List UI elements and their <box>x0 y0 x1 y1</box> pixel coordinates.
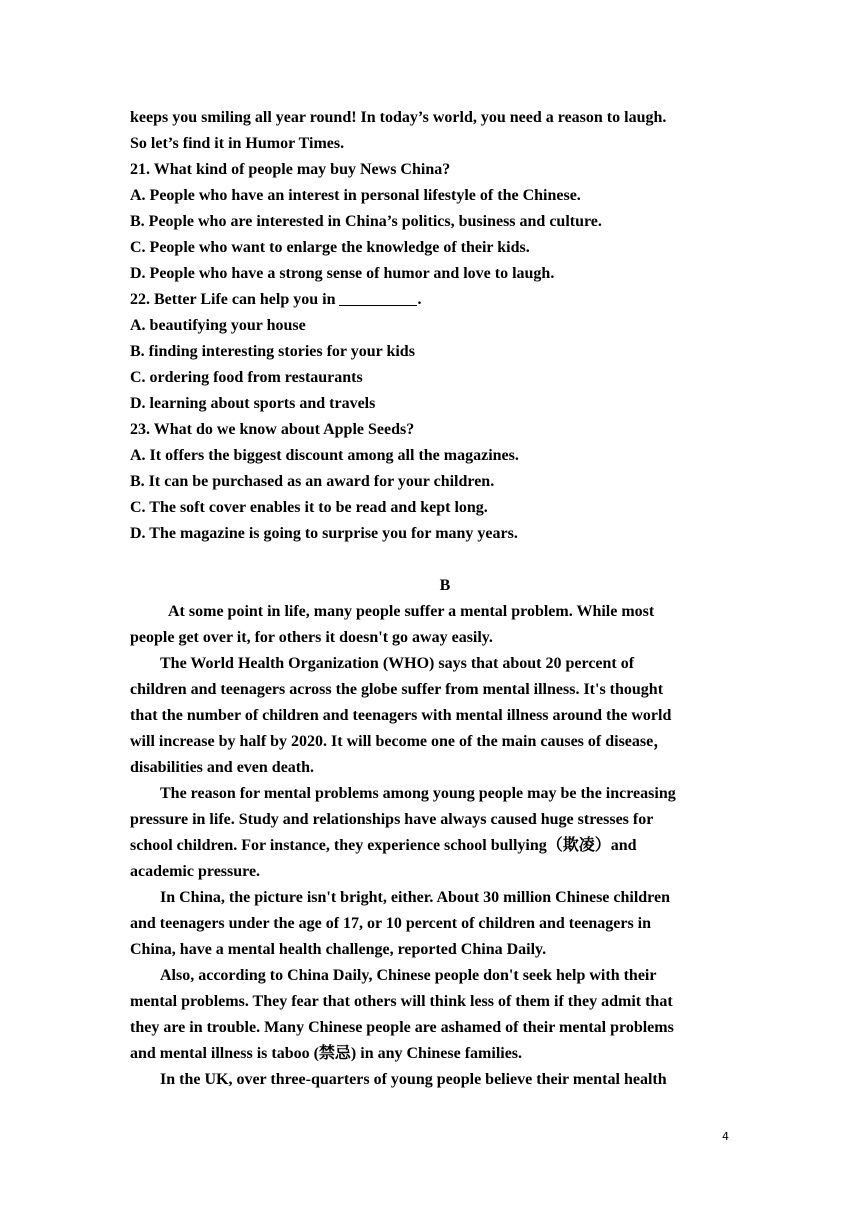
passage-b-line: school children. For instance, they experience school bullying（欺凌）and <box>130 837 637 854</box>
q21-option-c: C. People who want to enlarge the knowledge of their kids. <box>130 239 530 256</box>
question-23: 23. What do we know about Apple Seeds? <box>130 421 415 438</box>
passage-b-line: children and teenagers across the globe suffer from mental illness. It's thought <box>130 681 664 698</box>
passage-b-line: The World Health Organization (WHO) says that about 20 percent of <box>160 655 635 672</box>
q22-option-b: B. finding interesting stories for your kids <box>130 343 415 360</box>
passage-b-line: Also, according to China Daily, Chinese people don't seek help with their <box>160 967 657 984</box>
q23-option-d: D. The magazine is going to surprise you for many years. <box>130 525 518 542</box>
q22-option-d: D. learning about sports and travels <box>130 395 376 412</box>
passage-b-line: and mental illness is taboo (禁忌) in any Chinese families. <box>130 1045 523 1062</box>
passage-b-line: will increase by half by 2020. It will become one of the main causes of disease， <box>130 733 670 750</box>
passage-b-line: that the number of children and teenagers with mental illness around the world <box>130 707 672 724</box>
q21-option-d: D. People who have a strong sense of humor and love to laugh. <box>130 265 555 282</box>
passage-b-line: they are in trouble. Many Chinese people are ashamed of their mental problems <box>130 1019 674 1036</box>
q21-option-a: A. People who have an interest in personal lifestyle of the Chinese. <box>130 187 581 204</box>
question-22-text: 22. Better Life can help you in <box>130 291 340 308</box>
passage-b-line: mental problems. They fear that others will think less of them if they admit that <box>130 993 673 1010</box>
passage-b-line: In the UK, over three-quarters of young people believe their mental health <box>160 1071 667 1088</box>
passage-b-line: In China, the picture isn't bright, either. About 30 million Chinese children <box>160 889 670 906</box>
passage-b-line: disabilities and even death. <box>130 759 315 776</box>
passage-b-line: people get over it, for others it doesn't go away easily. <box>130 629 493 646</box>
passage-a-line-2: So let’s find it in Humor Times. <box>130 135 345 152</box>
passage-b-line: academic pressure. <box>130 863 261 880</box>
question-21: 21. What kind of people may buy News China? <box>130 161 451 178</box>
passage-b-line: At some point in life, many people suffer a mental problem. While most <box>168 603 655 620</box>
q23-option-c: C. The soft cover enables it to be read and kept long. <box>130 499 488 516</box>
question-22 <box>130 287 730 313</box>
q23-option-b: B. It can be purchased as an award for your children. <box>130 473 495 490</box>
q23-option-a: A. It offers the biggest discount among all the magazines. <box>130 447 519 464</box>
passage-b-line: pressure in life. Study and relationships have always caused huge stresses for <box>130 811 654 828</box>
page-number: 4 <box>722 1130 729 1143</box>
section-gap <box>130 547 730 573</box>
section-b-title: B <box>439 577 451 594</box>
question-22-end: . <box>417 291 422 308</box>
passage-b-line: and teenagers under the age of 17, or 10 percent of children and teenagers in <box>130 915 652 932</box>
answer-blank <box>339 289 417 306</box>
passage-a-line-1: keeps you smiling all year round! In today’s world, you need a reason to laugh. <box>130 109 667 126</box>
q22-option-a: A. beautifying your house <box>130 317 306 334</box>
page-content <box>130 105 730 1093</box>
passage-b-line: The reason for mental problems among young people may be the increasing <box>160 785 676 802</box>
q22-option-c: C. ordering food from restaurants <box>130 369 363 386</box>
passage-b-line: China, have a mental health challenge, reported China Daily. <box>130 941 547 958</box>
q21-option-b: B. People who are interested in China’s politics, business and culture. <box>130 213 602 230</box>
